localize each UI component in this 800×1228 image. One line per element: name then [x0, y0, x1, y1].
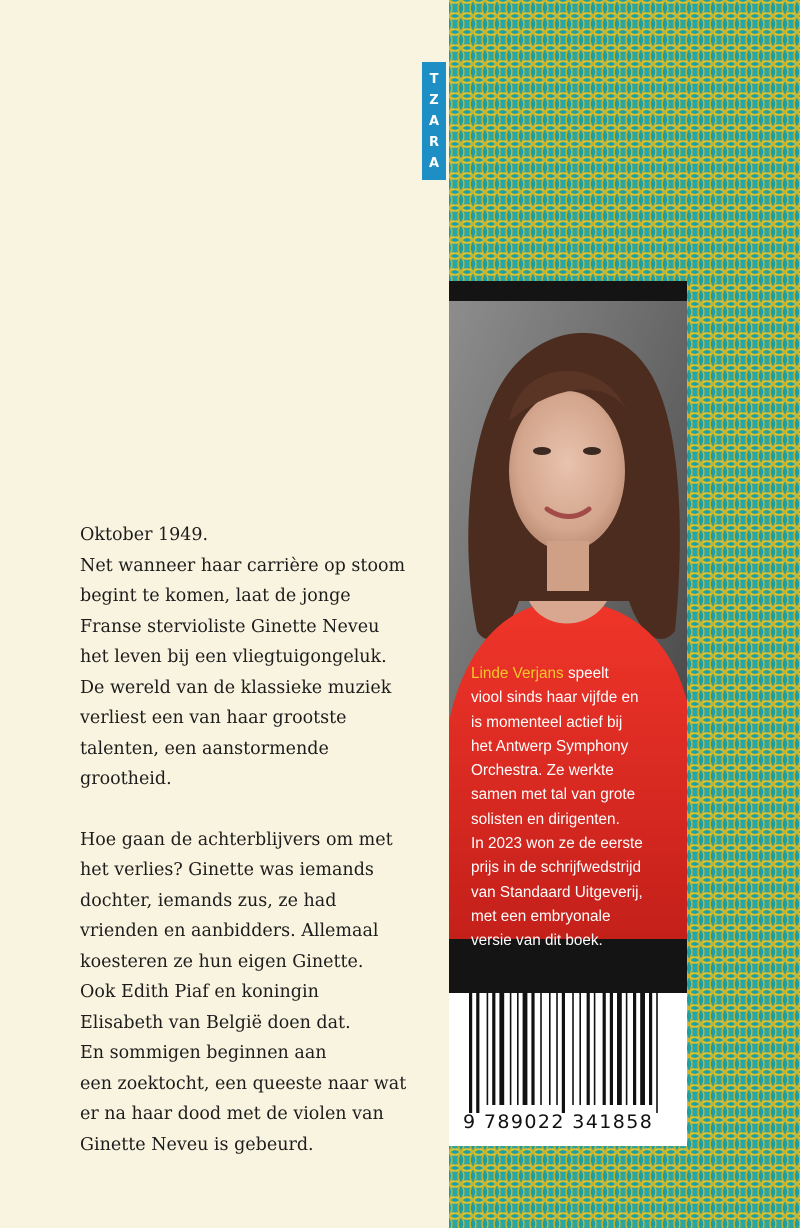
author-bio: Linde Verjans speelt viool sinds haar vijfde en is momenteel actief bij het Antwerp Symphony Orchestra. Ze werkte samen met tal van grote solisten en dirigenten. In 2023 won ze de eerste prijs in de schrijfwedstrijd van Standaard Uitgeverij, met een embryonale versie van dit boek. [471, 665, 643, 950]
blurb-paragraph-2: Hoe gaan de achterblijvers om met het verlies? Ginette was iemands dochter, iemands zus, ze had vrienden en aanbidders. Allemaal koesteren ze hun eigen Ginette. Ook Edith Piaf en koningin Elisabeth van België doen dat. En sommigen beginnen aan een zoektocht, een queeste naar wat er na haar dood met de violen van Ginette Neveu is gebeurd. [80, 829, 407, 1155]
barcode-bars [469, 993, 679, 1113]
logo-letter: A [428, 155, 440, 171]
logo-letter: T [429, 71, 439, 87]
author-name: Linde Verjans [471, 665, 564, 682]
logo-letter: Z [429, 92, 439, 108]
tzara-logo [422, 62, 446, 180]
barcode [449, 993, 687, 1146]
blurb-text [80, 520, 430, 1160]
blurb-paragraph-1: Oktober 1949. Net wanneer haar carrière op stoom begint te komen, laat de jonge Franse stervioliste Ginette Neveu het leven bij een vliegtuigongeluk. De wereld van de klassieke muziek verliest een van haar grootste talenten, een aanstormende grootheid. [80, 525, 406, 789]
logo-letter: R [428, 134, 439, 150]
isbn-number: 9 789022 341858 [463, 1111, 654, 1133]
logo-letter: A [428, 113, 440, 129]
